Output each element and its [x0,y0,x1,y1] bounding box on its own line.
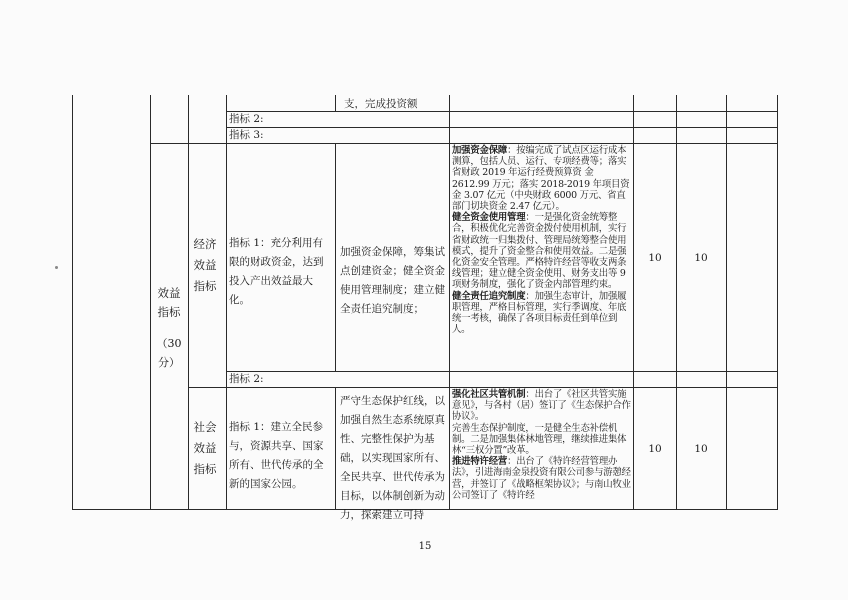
rule-col4 [335,95,336,111]
economic-completion-t1: ：按编完成了试点区运行成本测算，包括人员、运行、专项经费等；落实省财政 2019 年运行经费预算资 金 2612.99 万元；落实 2018-2019 年项目资金 3.07 亿元（中央财政 6000 万元、省直部门切块资金 2.47 亿元）。 [452,145,630,213]
social-measure: 严守生态保护红线，以加强自然生态系统原真性、完整性保护为基础，以实现国家所有、全民共享、世代传承为目标，以体制创新为动力，探索建立可持 [340,395,445,521]
social-completion-p1 [452,389,632,423]
section-weight: （30分） [156,337,182,369]
social-indicator1: 指标 1：建立全民参与，资源共享、国家所有、世代传承的全新的国家公园。 [229,421,324,490]
economic-completion-p1 [452,145,632,212]
economic-completion-p3 [452,291,632,336]
rule-col2 [188,95,189,509]
economic-indicator1: 指标 1：充分利用有限的财政资金，达到投入产出效益最大化。 [229,237,324,306]
economic-completion-p2 [452,212,632,290]
rule-col4c [335,387,336,509]
rule-right-outer [777,95,778,509]
rule-col8 [726,95,727,509]
economic-indicator2-label: 指标 2: [229,373,264,385]
social-completion-t2: 完善生态保护制度，一是健全生态补偿机制。二是加强集体林地管理，继续推进集体林“三权分置”改革。 [452,422,627,457]
social-completion-h1: 强化社区共管机制 [452,389,526,400]
social-score-got: 10 [694,443,708,455]
top-indicator2-label: 指标 2: [229,113,264,125]
economic-completion [452,145,632,335]
scan-dot [55,266,58,269]
rule-col4b [335,143,336,371]
rule-economic-ind2-top [226,371,778,372]
social-completion-p3 [452,456,632,501]
rule-social-top [188,387,778,388]
economic-completion-t2: ：一是强化资金统筹整合，积极优化完善资金拨付使用机制，实行省财政统一归集拨付、管理局统筹整合使用模式，提升了资金整合和使用效益。二是强化资金安全管理。严格特许经营等收支两条线管理；建立健全资金使用、财务支出等 9 项财务制度，强化了资金内部管理约束。 [452,212,627,291]
social-completion-t1: ：出台了《社区共管实施意见》，与各村（居）签订了《生态保护合作协议》。 [452,389,631,423]
economic-category: 经济效益指标 [193,237,217,293]
page-number: 15 [418,541,432,552]
economic-score-got: 10 [694,252,708,264]
social-score-full: 10 [648,443,662,455]
rule-col3 [226,95,227,509]
rule-indicator2-bottom [226,127,778,128]
top-measure-text: 支，完成投资额 [344,98,418,110]
economic-score-full: 10 [648,252,662,264]
rule-col1 [150,95,151,509]
social-completion-h3: 推进特许经营 [452,456,508,468]
rule-left-outer [72,95,73,509]
rule-top-row-bottom [226,111,778,112]
economic-measure: 加强资金保障，筹集试点创建资金；健全资金使用管理制度；建立健全责任追究制度； [340,246,445,315]
economic-completion-h3: 健全责任追究制度 [452,290,526,302]
social-completion-t3: ：出台了《特许经营管理办法》，引进海南金泉投资有限公司参与游憩经营，并签订了《战略框架协议》；与南山牧业公司签订了《特许经 [452,456,631,501]
social-completion [452,389,632,501]
top-indicator3-label: 指标 3: [229,129,264,141]
rule-col5 [449,95,450,509]
economic-completion-h1: 加强资金保障 [452,145,508,156]
social-completion-p2 [452,423,632,457]
social-category: 社会效益指标 [193,420,217,476]
economic-completion-t3: ：加强生态审计，加强履职管理，严格目标管理，实行季调度、年底统一考核，确保了各项目标责任到单位到人。 [452,290,627,336]
economic-completion-h2: 健全资金使用管理 [452,212,526,224]
section-title: 效益指标 [157,286,181,319]
